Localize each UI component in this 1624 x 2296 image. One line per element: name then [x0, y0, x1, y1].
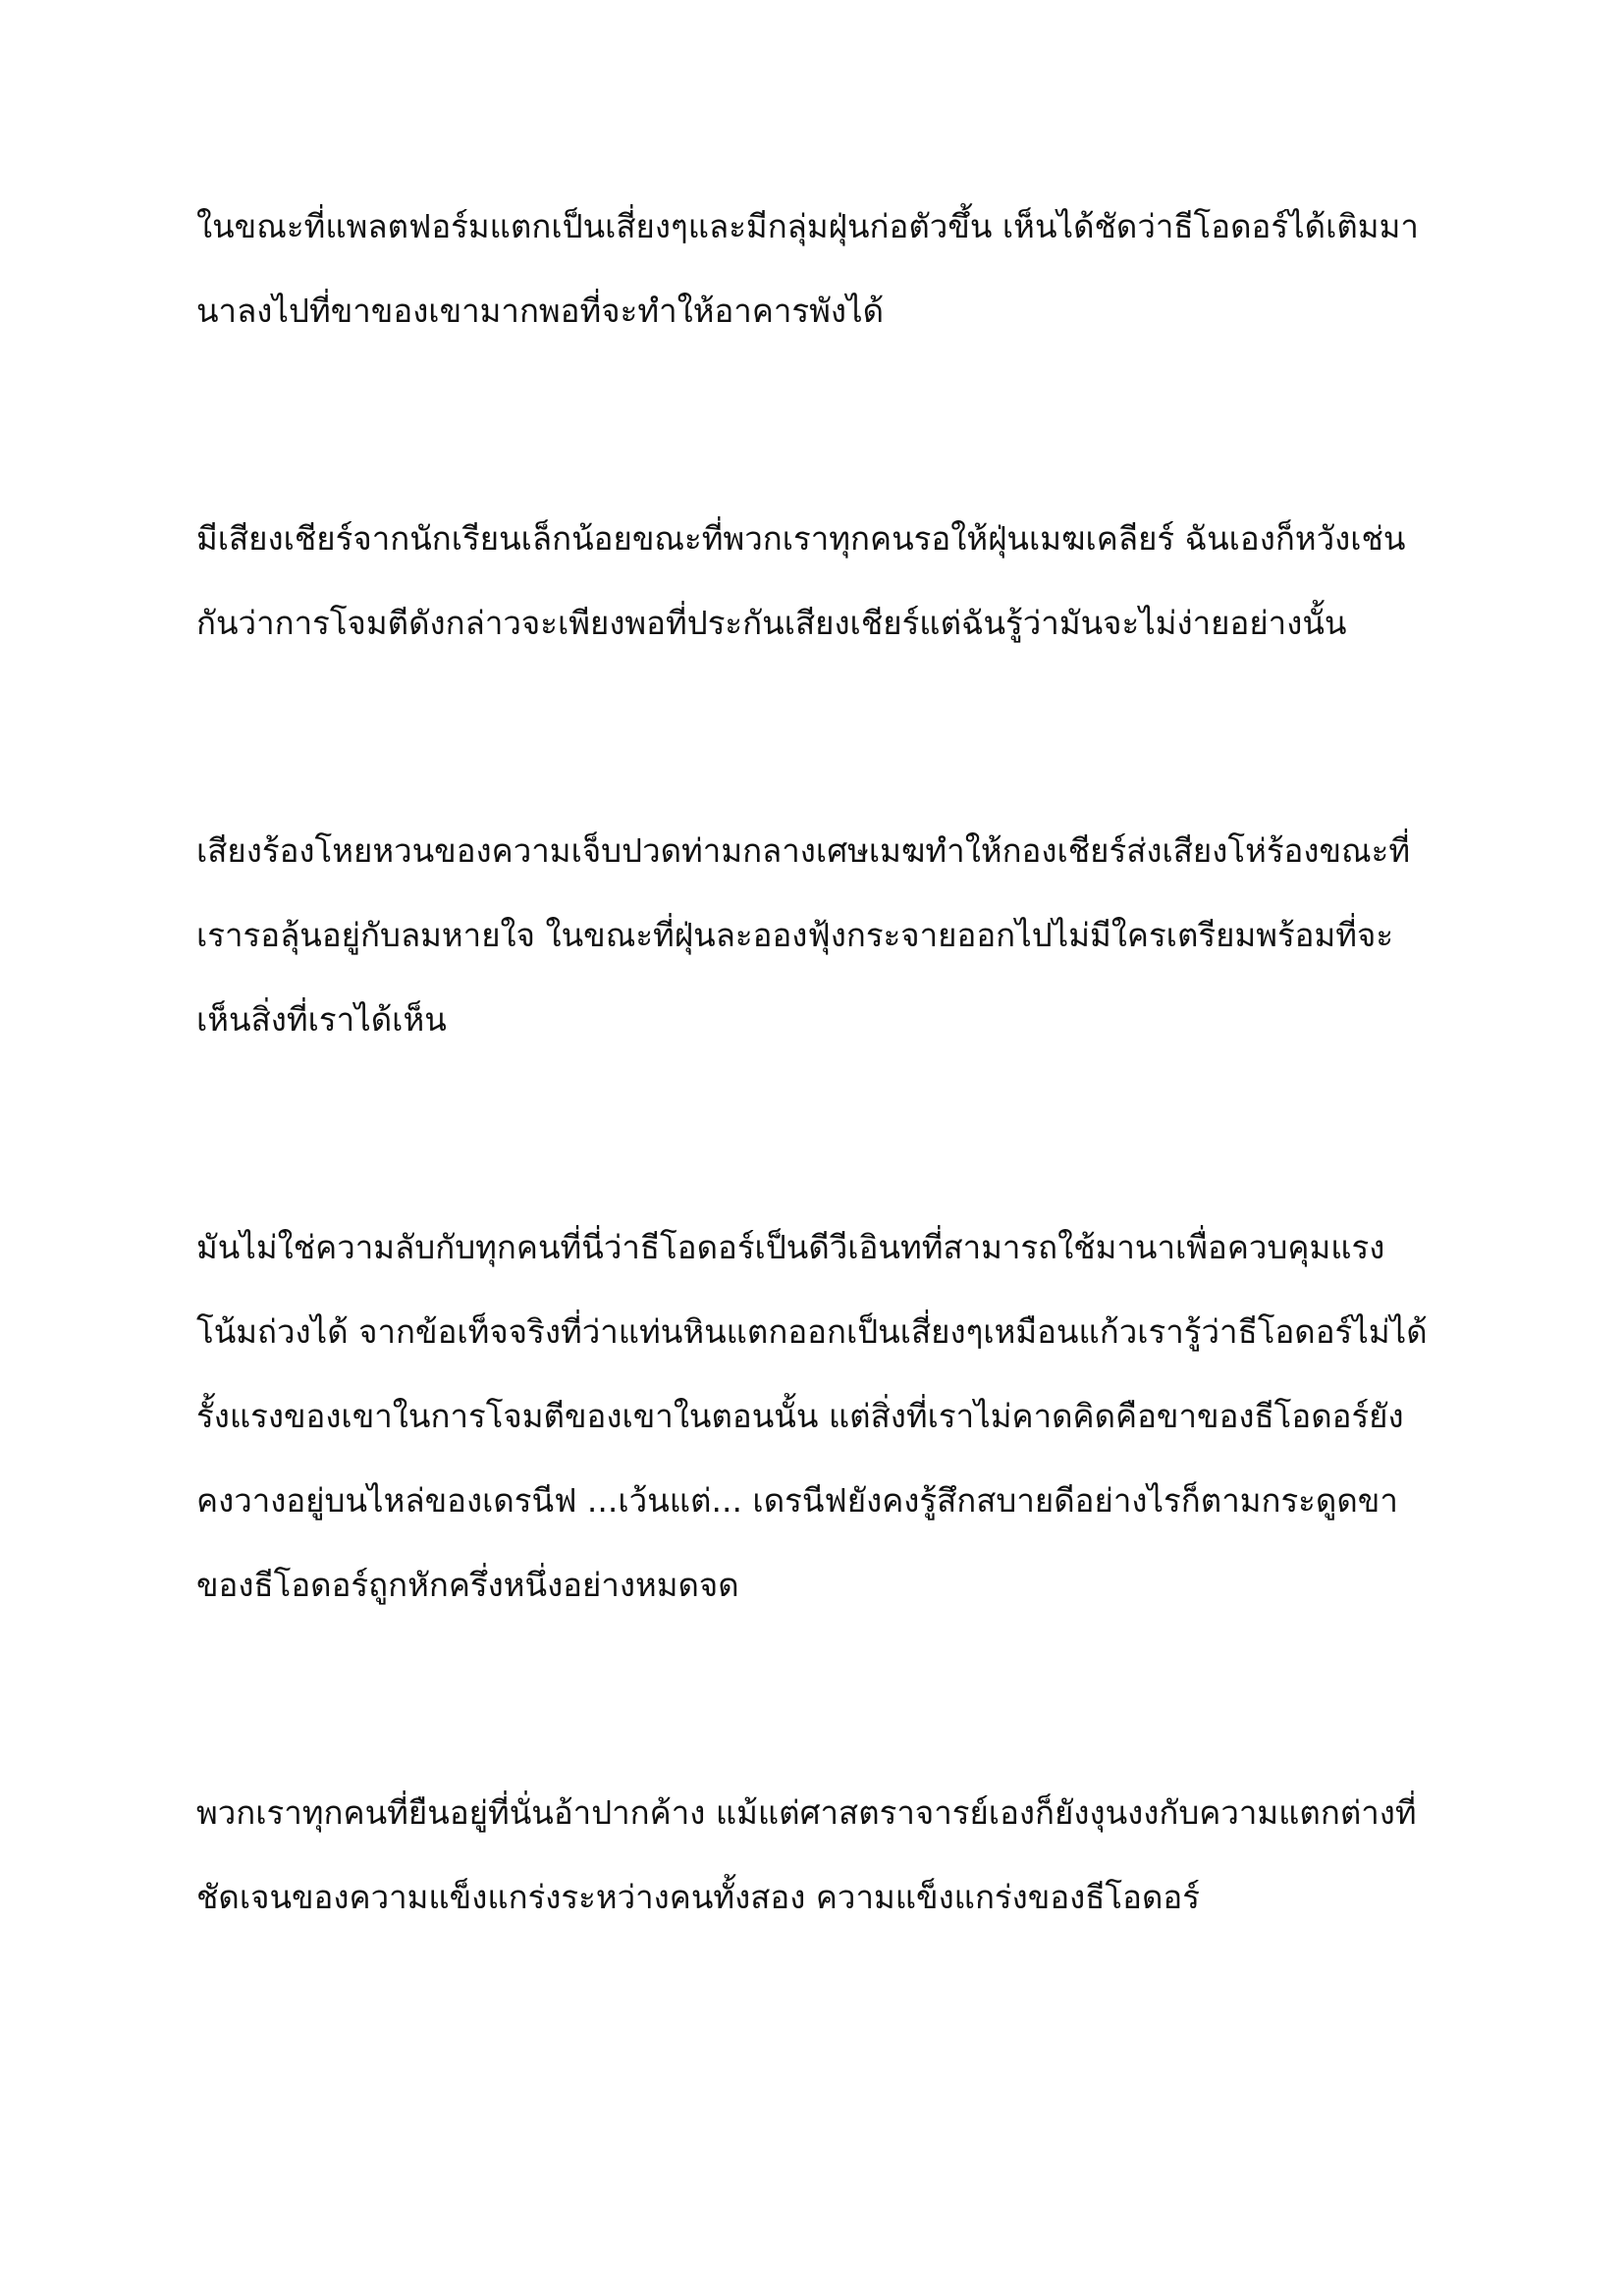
paragraph-3: เสียงร้องโหยหวนของความเจ็บปวดท่ามกลางเศษเมฆทำให้กองเชียร์ส่งเสียงโห่ร้องขณะที่เรารอลุ้นอยู่กับลมหายใจ ในขณะที่ฝุ่นละอองฟุ้งกระจายออกไปไม่มีใครเตรียมพร้อมที่จะเห็นสิ่งที่เราได้เห็น: [196, 831, 1411, 1039]
paragraph-5: พวกเราทุกคนที่ยืนอยู่ที่นั่นอ้าปากค้าง แม้แต่ศาสตราจารย์เองก็ยังงุนงงกับความแตกต่างที่ชัดเจนของความแข็งแกร่งระหว่างคนทั้งสอง ความแข็งแกร่งของธีโอดอร์: [196, 1793, 1417, 1916]
paragraph-2: มีเสียงเชียร์จากนักเรียนเล็กน้อยขณะที่พวกเราทุกคนรอให้ฝุ่นเมฆเคลียร์ ฉันเองก็หวังเช่นกันว่าการโจมตีดังกล่าวจะเพียงพอที่ประกันเสียงเชียร์แต่ฉันรู้ว่ามันจะไม่ง่ายอย่างนั้น: [196, 519, 1406, 642]
document-body: [196, 185, 1434, 1940]
paragraph-1: ในขณะที่แพลตฟอร์มแตกเป็นเสี่ยงๆและมีกลุ่มฝุ่นก่อตัวขึ้น เห็นได้ชัดว่าธีโอดอร์ได้เติมมานาลงไปที่ขาของเขามากพอที่จะทำให้อาคารพังได้: [196, 207, 1419, 330]
paragraph-4: มันไม่ใช่ความลับกับทุกคนที่นี่ว่าธีโอดอร์เป็นดีวีเอินทที่สามารถใช้มานาเพื่อควบคุมแรงโน้มถ่วงได้ จากข้อเท็จจริงที่ว่าแท่นหินแตกออกเป็นเสี่ยงๆเหมือนแก้วเรารู้ว่าธีโอดอร์ไม่ได้รั้งแรงของเขาในการโจมตีของเขาในตอนนั้น แต่สิ่งที่เราไม่คาดคิดคือขาของธีโอดอร์ยังคงวางอยู่บนไหล่ของเดรนีฟ ...เว้นแต่... เดรนีฟยังคงรู้สึกสบายดีอย่างไรก็ตามกระดูดขาของธีโอดอร์ถูกหักครึ่งหนึ่งอย่างหมดจด: [196, 1228, 1428, 1604]
